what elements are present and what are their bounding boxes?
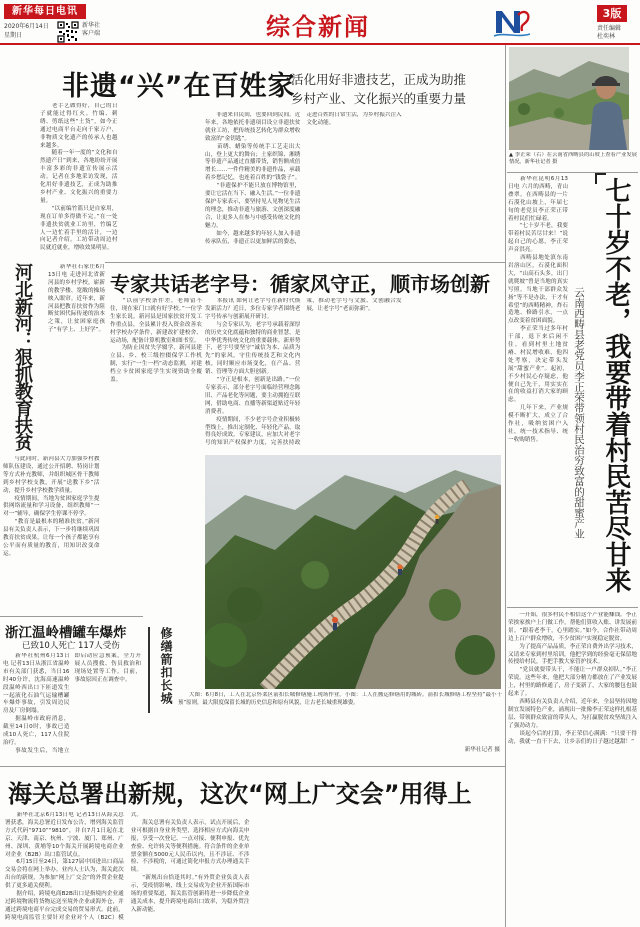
issue-date: 2020年6月14日 <box>4 23 49 30</box>
app-label-line1: 新华社 <box>82 22 101 29</box>
divider <box>507 172 638 173</box>
man-hat-brim <box>592 83 620 86</box>
tree <box>301 561 329 589</box>
worker-figure <box>397 564 402 569</box>
section-title: 综合新闻 <box>266 12 370 41</box>
xinhua-net-logo-icon <box>492 5 532 39</box>
laozihao-headline: 专家共话老字号：循家风守正，顺市场创新 <box>110 272 490 296</box>
worker-figure <box>436 519 439 524</box>
lead-body-part-a: 老手艺做得好，自己的日子就能过得红火。竹编、刺绣、剪纸这些“土货”，如今正通过电商平台走向千家万户，非物质文化遗产的传承人也越来越多。 随着一年一度的“文化和自然遗产日”到来，各地纷纷开展丰富多彩的非遗宣传展示活动。记者在多地采访发现，活化用好非遗技艺，正成为助推乡村产业、文化振兴的重要力量。 “以前编竹篮只是自家用，现在订单多得做不完。”在一处非遗扶贫就业工坊里，竹编艺人一边忙着手里的活计，一边向记者介绍。工坊带动周边村民就近就业，增收效果明显。 <box>40 103 118 252</box>
hebei-body-intro: 新华社石家庄6月13日电 走进河北省新河县的乡村学校，崭新的教学楼、宽敞的操场映入眼帘。近年来，新河县把教育扶贫作为阻断贫困代际传递的治本之策，让贫困家庭孩子“有学上、上好学”。 <box>48 264 105 334</box>
yunnan-photo-image <box>509 47 629 150</box>
lead-subtitle-line: 活化用好非遗技艺，正成为助推 <box>291 72 467 87</box>
shrub <box>554 108 564 118</box>
yunnan-photo-caption: ▲ 李正荣（右）在云南省西畴县的山坡上查看产业发展情况。新华社记者 摄 <box>509 152 637 166</box>
great-wall-vertical-caption: 修缮箭扣长城 <box>148 627 175 713</box>
hebei-body-part-b: “以前学校条件差，老师留不住，现在家门口就有好学校。”一位学生家长说。新河县是国家扶贫开发工作重点县，全县累计投入资金改善农村学校办学条件，新建改扩建校舍、运动场，配备计算机教室和图书室。 为防止因贫失学辍学，新河县建立县、乡、校三级控辍保学工作机制，实行“一生一档”动态监测，对建档立卡贫困家庭学生实现资助全覆盖。 <box>110 298 202 384</box>
yunnan-photo <box>509 47 629 150</box>
page-number: 3版 <box>597 5 627 22</box>
customs-headline: 海关总署出新规，这次“网上广交会”用得上 <box>8 780 472 808</box>
zhejiang-subheadline: 已致10人死亡 117人受伤 <box>22 641 120 651</box>
worker-figure <box>398 569 402 575</box>
yunnan-body-upper: 新华社昆明6月13日电 六月的西畴，青山叠翠。在西畴县的一片石漠化山坡上，年届七旬的老党员李正荣正带着村民们忙碌着。 “七十岁不老，我要带着村民苦尽甘来！”说起自己的心愿，李正荣声音洪亮。 西畴县地处滇东南岩溶山区，石漠化面积大，“山高石头多，出门就爬坡”曾是当地的真实写照。当地干部群众发扬“等不是办法，干才有希望”的西畴精神，炸石造地、修路引水，一点点改变着贫困面貌。 李正荣当过多年村干部，退下来后闲不住。看到村里土地贫瘠、村民增收难，他四处考察，决定带头发展“甜蜜产业”。起初，不少村民心存疑虑，他便自己先干，用实实在在的收益打消大家的顾虑。 几年下来，产业规模不断扩大，成立了合作社，吸纳贫困户入社，统一技术指导、统一收购销售。 <box>508 176 568 443</box>
hebei-headline: 河北新河：狠抓教育扶贫 <box>12 263 33 450</box>
masthead-logo: 新华每日电讯 <box>4 4 86 19</box>
tree <box>227 587 263 623</box>
tree <box>455 635 495 675</box>
laozihao-body: 本报讯 如何让老字号在新时代焕发新活力？近日，多位专家学者围绕老字号传承与创新展开研讨。 与会专家认为，老字号承载着深厚的历史文化底蕴和独特的商业智慧，是中华优秀传统文化的重要载体。新形势下，老字号要坚守“诚信为本、品质为先”的家风，守住传统技艺和文化内核，同时顺应市场变化，在产品、营销、管理等方面大胆创新。 “守正是根本，创新是出路。”一位专家表示，部分老字号面临经营理念陈旧、产品老化等问题，要主动拥抱互联网，借助电商、直播等新渠道贴近年轻消费者。 疫情期间，不少老字号企业积极转型线上，推出定制化、年轻化产品，取得良好成效。专家建议，应加大对老字号的知识产权保护力度，完善扶持政策，推动老字号与文旅、文创融合发展，让老字号“老而弥新”。 <box>205 298 402 447</box>
worker-figure <box>332 617 338 623</box>
editor-name: 杜奕林 <box>597 33 616 40</box>
great-wall-credit: 新华社记者 摄 <box>464 747 500 753</box>
shrub <box>518 103 530 115</box>
qr-code-icon <box>57 21 79 43</box>
lead-subtitle <box>291 70 496 108</box>
masthead-rule <box>0 43 640 45</box>
great-wall-photo-image <box>205 455 501 689</box>
yunnan-subheadline: 云南西畴县老党员李正荣带领村民治穷致富的甜蜜产业 <box>573 287 585 539</box>
divider <box>105 262 505 263</box>
app-label-line2: 客户端 <box>82 30 101 37</box>
customs-body: 新华社北京6月13日电 记者13日从海关总署获悉，海关总署近日发布公告，增列海关监管方式代码“9710”“9810”，并自7月1日起在北京、天津、南京、杭州、宁波、厦门、郑州、广州、深圳、黄埔等10个海关开展跨境电商企业对企业（B2B）出口监管试点。 6月15日至24日，第127届中国进出口商品交易会将在网上举办。业内人士认为，海关此次出台的新规，为参加“网上广交会”的外贸企业提供了更多通关便利。 据介绍，跨境电商B2B出口是指境内企业通过跨境物流将货物运送至境外企业或海外仓，并通过跨境电商平台完成交易的贸易形式。此前，跨境电商监管主要针对企业对个人（B2C）模式。 海关总署有关负责人表示，试点开展后，企业可根据自身业务类型，选择相应方式向海关申报，享受一次登记、一点对接、便利申报、优先查验、允许转关等便利措施。符合条件的企业单票金额在5000元人民币以内，且不涉证、不涉检、不涉税的，可通过简化申报方式办理通关手续。 “新规出台恰逢其时。”有外贸企业负责人表示，受疫情影响，线上交易成为企业开拓国际市场的重要渠道，海关监管创新将进一步降低企业通关成本，提升跨境电商出口效率，为稳外贸注入新动能。 <box>5 812 250 921</box>
column-divider <box>505 45 506 927</box>
divider <box>507 607 638 608</box>
great-wall-photo <box>205 455 501 689</box>
worker-figure <box>333 623 337 630</box>
tree <box>205 623 247 667</box>
editor-label: 责任编辑 <box>597 25 622 32</box>
worker-figure <box>435 515 439 519</box>
divider <box>0 766 505 767</box>
great-wall-caption: 大图：6月8日，工人在北京怀柔区箭扣长城修缮施工现场作业。小图：工人在搬运修缮用的城砖。箭扣长城修缮工程坚持“最小干预”原则，最大限度保留长城的历史信息和原有风貌，让古老长城重现雄姿。 <box>178 692 502 706</box>
lead-body-part-b: 非遗来自民间，也要回到民间。近年来，各地依托非遗项目设立非遗扶贫就业工坊，把传统技艺转化为群众增收致富的“金钥匙”。 苗绣、蜡染等传统手工艺走出大山，登上更大的舞台；土家织锦、湘绣等非遗产品通过直播带货，销售额成倍增长……一件件精美的非遗作品，承载着乡愁记忆，也连着百姓的“钱袋子”。 “非遗保护不能只放在博物馆里，要让它活在当下、融入生活。”一位非遗保护专家表示，要坚持见人见物见生活的理念，推动非遗与旅游、文创深度融合，让更多人在参与中感受传统文化的魅力。 如今，越来越多的年轻人加入非遗传承队伍，非遗正以更加鲜活的姿态，走进百姓的日常生活，为乡村振兴注入文化动能。 <box>205 112 402 245</box>
issue-weekday: 星期日 <box>4 32 23 39</box>
yunnan-body-lower: 一开始，很多村民不相信这个产业能赚钱。李正荣挨家挨户上门做工作，帮他们算收入账、讲发展前景。“跟着老李干，心里踏实。”如今，合作社带动周边上百户群众增收，不少贫困户实现稳定脱贫。 为了提高产品品质，李正荣自费外出学习技术，又请来专家到村里培训。他把学到的经验毫无保留地传授给村民，手把手教大家管护技术。 “党员就要带头干，不能让一户群众掉队。”李正荣说。这些年来，他把大部分精力都放在了产业发展上，村里的路修通了，房子变新了，大家的腰包也鼓起来了。 西畴县有关负责人介绍，近年来，全县坚持因地制宜发展特色产业，涌现出一批像李正荣这样扎根基层、带领群众致富的带头人，为打赢脱贫攻坚战注入了强劲动力。 谈起今后的打算，李正荣信心满满：“只要干得动，我就一直干下去，让乡亲们的日子越过越甜！” <box>508 612 637 745</box>
hebei-body-lower: 与此同时，新河县大力加强乡村教师队伍建设，通过公开招聘、特岗计划等方式补充教师，并组织城区骨干教师到乡村学校支教，开展“送教下乡”活动，提升乡村学校教学质量。 疫情期间，当地为贫困家庭学生提供网络流量和学习设备，组织教师“一对一”辅导，确保学生停课不停学。 “教育是最根本的精准扶贫。”新河县有关负责人表示，下一步将继续巩固教育扶贫成果，让每一个孩子都能享有公平而有质量的教育，用知识改变命运。 <box>3 456 100 557</box>
zhejiang-headline: 浙江温岭槽罐车爆炸 <box>5 625 127 641</box>
lead-headline: 非遗“兴”在百姓家 <box>62 71 296 102</box>
zhejiang-body: 新华社杭州6月13日电 记者13日从浙江省温岭市有关部门获悉，当日16时40分许，沈海高速温岭段温岭西出口下匝道发生一起液化石油气运输槽罐车爆炸事故，引发周边民房及厂房倒塌。 据温岭市政府消息，截至14日0时，事故已造成10人死亡，117人住院治疗。 事故发生后，当地立即启动应急预案，全力开展人员搜救、伤员救治和现场处置等工作。目前，事故原因正在调查中。 <box>3 653 141 754</box>
yunnan-headline: 七十岁不老，我要带着村民苦尽甘来 <box>601 177 631 593</box>
tree <box>429 589 461 621</box>
lead-subtitle-line: 乡村产业、文化振兴的重要力量 <box>291 91 467 106</box>
divider <box>0 616 143 617</box>
